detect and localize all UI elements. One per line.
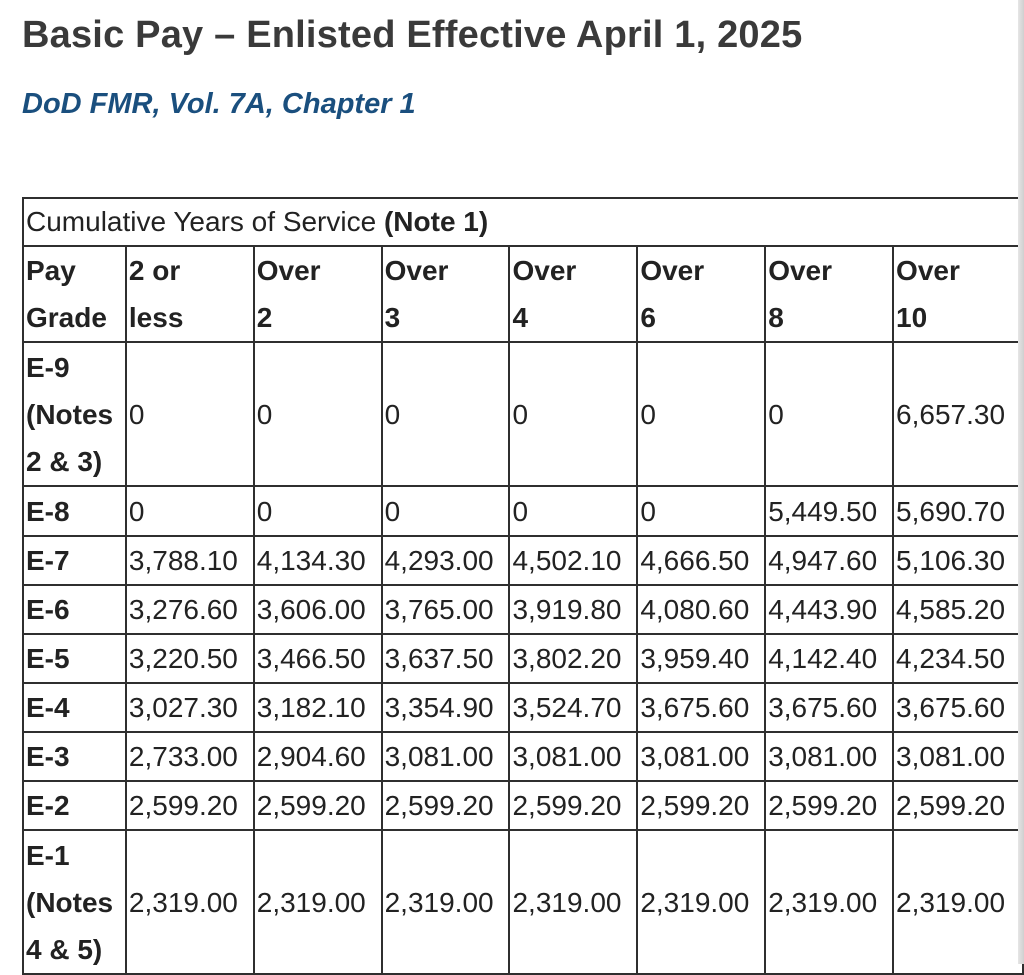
pay-value-cell: 3,675.60: [893, 683, 1023, 732]
pay-grade-cell: [23, 683, 126, 732]
pay-value-cell: 3,081.00: [509, 732, 637, 781]
column-header-line: Over: [512, 255, 577, 286]
pay-value-cell: 0: [637, 486, 765, 536]
column-header-pay-grade: [23, 246, 126, 342]
pay-value-cell: 4,443.90: [765, 585, 893, 634]
column-header-line: Grade: [26, 302, 107, 333]
page-title: Basic Pay – Enlisted Effective April 1, 2025: [22, 14, 803, 56]
pay-value-cell: 3,276.60: [126, 585, 254, 634]
pay-value-cell: 4,293.00: [382, 536, 510, 585]
pay-value-cell: 3,466.50: [254, 634, 382, 683]
pay-value-cell: 3,675.60: [637, 683, 765, 732]
table-row: [23, 634, 1023, 683]
table-caption: [23, 198, 1023, 246]
pay-grade-line: E-5: [26, 643, 70, 674]
pay-value-cell: 5,449.50: [765, 486, 893, 536]
column-header-years: [126, 246, 254, 342]
column-header-row: [23, 246, 1023, 342]
pay-grade-cell: [23, 634, 126, 683]
column-header-line: 2 or: [128, 255, 181, 286]
pay-value-cell: 3,524.70: [509, 683, 637, 732]
pay-grade-line: E-1: [26, 839, 70, 871]
column-header-line: 8: [768, 302, 784, 333]
pay-value-cell: 3,081.00: [765, 732, 893, 781]
pay-value-cell: 2,319.00: [637, 830, 765, 974]
pay-value-cell: 3,081.00: [893, 732, 1023, 781]
pay-value-cell: 2,599.20: [893, 781, 1023, 830]
pay-grade-line: E-7: [26, 545, 70, 576]
pay-grade-line: E-3: [26, 741, 70, 772]
page-subtitle: DoD FMR, Vol. 7A, Chapter 1: [22, 88, 416, 120]
pay-value-cell: 2,319.00: [893, 830, 1023, 974]
basic-pay-table: [22, 197, 1024, 975]
table-row: [23, 781, 1023, 830]
column-header-line: 3: [384, 302, 401, 333]
column-header-years: [637, 246, 765, 342]
pay-value-cell: 0: [126, 342, 254, 486]
column-header-line: Over: [384, 255, 449, 286]
pay-grade-cell: [23, 781, 126, 830]
pay-value-cell: 0: [254, 342, 382, 486]
column-header-line: 4: [512, 302, 529, 333]
pay-value-cell: 4,134.30: [254, 536, 382, 585]
pay-value-cell: 4,234.50: [893, 634, 1023, 683]
pay-value-cell: 0: [382, 486, 510, 536]
pay-value-cell: 4,585.20: [893, 585, 1023, 634]
caption-row: [23, 198, 1023, 246]
pay-value-cell: 2,599.20: [765, 781, 893, 830]
pay-value-cell: 0: [509, 342, 637, 486]
pay-value-cell: 3,027.30: [126, 683, 254, 732]
pay-grade-cell: [23, 732, 126, 781]
column-header-line: 10: [896, 302, 928, 333]
pay-value-cell: 2,599.20: [126, 781, 254, 830]
pay-grade-line: (Notes: [26, 398, 114, 430]
pay-value-cell: 4,142.40: [765, 634, 893, 683]
pay-grade-line: E-4: [26, 692, 70, 723]
pay-grade-line: 4 & 5): [26, 933, 103, 965]
pay-value-cell: 2,319.00: [254, 830, 382, 974]
pay-grade-line: 2 & 3): [26, 445, 103, 477]
pay-grade-cell: [23, 830, 126, 974]
table-row: [23, 732, 1023, 781]
pay-value-cell: 3,637.50: [382, 634, 510, 683]
pay-value-cell: 0: [637, 342, 765, 486]
table-row: [23, 536, 1023, 585]
pay-value-cell: 2,733.00: [126, 732, 254, 781]
column-header-line: 2: [256, 302, 273, 333]
column-header-line: 6: [640, 302, 656, 333]
column-header-line: less: [128, 302, 184, 333]
pay-value-cell: 4,080.60: [637, 585, 765, 634]
pay-value-cell: 0: [509, 486, 637, 536]
pay-value-cell: 2,319.00: [382, 830, 510, 974]
table-row: [23, 683, 1023, 732]
pay-value-cell: 0: [126, 486, 254, 536]
pay-value-cell: 3,182.10: [254, 683, 382, 732]
column-header-line: Pay: [26, 255, 76, 286]
pay-value-cell: 2,599.20: [382, 781, 510, 830]
pay-value-cell: 4,947.60: [765, 536, 893, 585]
pay-value-cell: 3,081.00: [637, 732, 765, 781]
pay-value-cell: 3,919.80: [509, 585, 637, 634]
pay-grade-line: E-6: [26, 594, 70, 625]
pay-grade-cell: [23, 536, 126, 585]
pay-value-cell: 5,690.70: [893, 486, 1023, 536]
pay-value-cell: 2,599.20: [254, 781, 382, 830]
pay-value-cell: 0: [254, 486, 382, 536]
page-edge: [1018, 0, 1024, 964]
pay-value-cell: 3,788.10: [126, 536, 254, 585]
pay-value-cell: 2,599.20: [509, 781, 637, 830]
pay-grade-line: (Notes: [26, 886, 114, 918]
pay-value-cell: 3,959.40: [637, 634, 765, 683]
table-row: [23, 342, 1023, 486]
pay-value-cell: 6,657.30: [893, 342, 1023, 486]
column-header-line: Over: [256, 255, 321, 286]
column-header-years: [254, 246, 382, 342]
pay-value-cell: 3,354.90: [382, 683, 510, 732]
caption-note: (Note 1): [383, 206, 489, 237]
pay-grade-cell: [23, 342, 126, 486]
pay-value-cell: 2,599.20: [637, 781, 765, 830]
pay-value-cell: 3,802.20: [509, 634, 637, 683]
pay-grade-cell: [23, 486, 126, 536]
pay-value-cell: 2,319.00: [765, 830, 893, 974]
pay-value-cell: 0: [382, 342, 510, 486]
pay-grade-cell: [23, 585, 126, 634]
column-header-years: [893, 246, 1023, 342]
column-header-line: Over: [896, 255, 960, 286]
column-header-years: [765, 246, 893, 342]
column-header-years: [382, 246, 510, 342]
pay-value-cell: 3,081.00: [382, 732, 510, 781]
table-row: [23, 585, 1023, 634]
pay-value-cell: 3,220.50: [126, 634, 254, 683]
pay-value-cell: 4,502.10: [509, 536, 637, 585]
pay-value-cell: 3,675.60: [765, 683, 893, 732]
pay-value-cell: 5,106.30: [893, 536, 1023, 585]
table-row: [23, 830, 1023, 974]
pay-value-cell: 3,765.00: [382, 585, 510, 634]
column-header-line: Over: [640, 255, 705, 286]
column-header-line: Over: [768, 255, 833, 286]
column-header-years: [509, 246, 637, 342]
pay-value-cell: 2,319.00: [509, 830, 637, 974]
pay-value-cell: 2,904.60: [254, 732, 382, 781]
table-row: [23, 486, 1023, 536]
pay-value-cell: 3,606.00: [254, 585, 382, 634]
pay-value-cell: 2,319.00: [126, 830, 254, 974]
pay-value-cell: 0: [765, 342, 893, 486]
pay-grade-line: E-8: [26, 495, 70, 527]
pay-grade-line: E-2: [26, 790, 70, 821]
pay-value-cell: 4,666.50: [637, 536, 765, 585]
pay-grade-line: E-9: [26, 351, 70, 383]
caption-text: Cumulative Years of Service: [26, 206, 384, 237]
